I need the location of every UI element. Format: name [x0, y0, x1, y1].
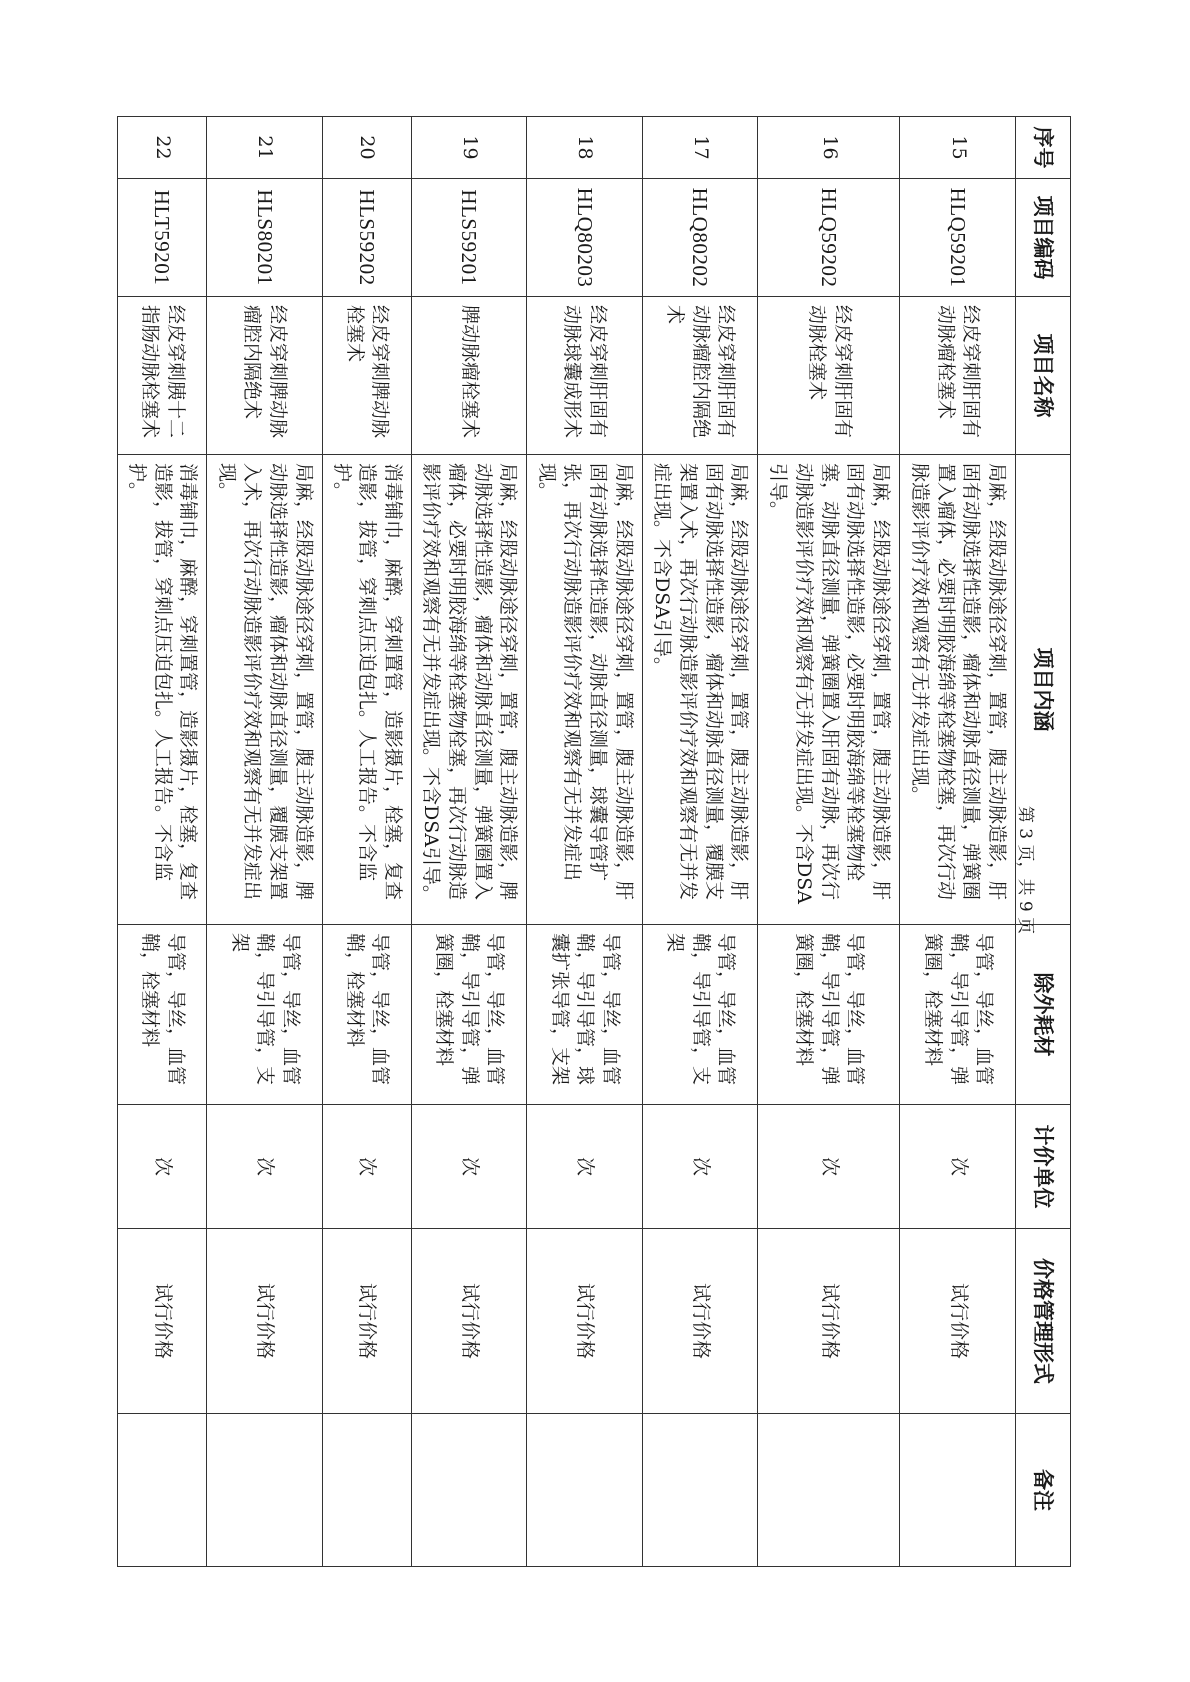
cell-exclusions: 导管，导丝，血管鞘，导引导管，支架 — [207, 925, 323, 1105]
cell-seq: 21 — [207, 117, 323, 179]
cell-price-form: 试行价格 — [118, 1229, 207, 1414]
cell-content: 局麻，经股动脉途径穿刺，置管，腹主动脉造影，肝固有动脉选择性造影，必要时明胶海绵等栓塞物栓塞，动脉直径测量，弹簧圈置入肝固有动脉，再次行动脉造影评价疗效和观察有无并发症出现。不含DSA引导。 — [758, 455, 900, 925]
table-row — [900, 117, 1016, 1567]
cell-price-form: 试行价格 — [322, 1229, 411, 1414]
cell-remark — [207, 1414, 323, 1567]
cell-name: 经皮穿刺肝固有动脉瘤栓塞术 — [900, 297, 1016, 455]
cell-code: HLS59202 — [322, 179, 411, 297]
table-row — [118, 117, 207, 1567]
cell-price-form: 试行价格 — [411, 1229, 527, 1414]
table-row — [527, 117, 643, 1567]
page-number: 第 3 页，共 9 页 — [1015, 805, 1035, 935]
cell-exclusions: 导管，导丝，血管鞘，栓塞材料 — [118, 925, 207, 1105]
cell-code: HLQ80203 — [527, 179, 643, 297]
header-code: 项目编码 — [1016, 179, 1071, 297]
cell-name: 脾动脉瘤栓塞术 — [411, 297, 527, 455]
cell-price-form: 试行价格 — [642, 1229, 758, 1414]
cell-seq: 19 — [411, 117, 527, 179]
table-row — [758, 117, 900, 1567]
cell-exclusions: 导管，导丝，血管鞘，导引导管，弹簧圈，栓塞材料 — [758, 925, 900, 1105]
cell-content: 局麻，经股动脉途径穿刺，置管，腹主动脉造影，肝固有动脉选择性造影，瘤体和动脉直径测量，弹簧圈置入瘤体，必要时明胶海绵等栓塞物栓塞，再次行动脉造影评价疗效和观察有无并发症出现。 — [900, 455, 1016, 925]
cell-seq: 15 — [900, 117, 1016, 179]
pricing-table — [117, 116, 1071, 1567]
cell-unit: 次 — [322, 1105, 411, 1229]
cell-name: 经皮穿刺胰十二指肠动脉栓塞术 — [118, 297, 207, 455]
cell-code: HLQ59201 — [900, 179, 1016, 297]
cell-unit: 次 — [411, 1105, 527, 1229]
cell-price-form: 试行价格 — [207, 1229, 323, 1414]
cell-content: 消毒铺巾，麻醉，穿刺置管，造影摄片，栓塞，复查造影，拔管，穿刺点压迫包扎。人工报告。不含监护。 — [322, 455, 411, 925]
cell-code: HLS59201 — [411, 179, 527, 297]
cell-remark — [758, 1414, 900, 1567]
cell-code: HLS80201 — [207, 179, 323, 297]
header-unit: 计价单位 — [1016, 1105, 1071, 1229]
cell-exclusions: 导管，导丝，血管鞘，导引导管，球囊扩张导管，支架 — [527, 925, 643, 1105]
table-row — [207, 117, 323, 1567]
cell-seq: 17 — [642, 117, 758, 179]
table-row — [411, 117, 527, 1567]
cell-code: HLT59201 — [118, 179, 207, 297]
cell-name: 经皮穿刺脾动脉栓塞术 — [322, 297, 411, 455]
cell-price-form: 试行价格 — [758, 1229, 900, 1414]
cell-seq: 20 — [322, 117, 411, 179]
cell-remark — [642, 1414, 758, 1567]
cell-seq: 16 — [758, 117, 900, 179]
cell-remark — [118, 1414, 207, 1567]
cell-content: 局麻，经股动脉途径穿刺，置管，腹主动脉造影，脾动脉选择性造影，瘤体和动脉直径测量，覆膜支架置入术，再次行动脉造影评价疗效和观察有无并发症出现。 — [207, 455, 323, 925]
cell-exclusions: 导管，导丝，血管鞘，导引导管，弹簧圈，栓塞材料 — [900, 925, 1016, 1105]
cell-price-form: 试行价格 — [900, 1229, 1016, 1414]
cell-unit: 次 — [900, 1105, 1016, 1229]
cell-unit: 次 — [527, 1105, 643, 1229]
cell-remark — [322, 1414, 411, 1567]
table-row — [322, 117, 411, 1567]
cell-seq: 22 — [118, 117, 207, 179]
cell-unit: 次 — [758, 1105, 900, 1229]
rotated-page-content — [117, 116, 1071, 1566]
header-content: 项目内涵 — [1016, 455, 1071, 925]
cell-content: 消毒铺巾，麻醉，穿刺置管，造影摄片，栓塞，复查造影，拔管，穿刺点压迫包扎。人工报告。不含监护。 — [118, 455, 207, 925]
header-remark: 备注 — [1016, 1414, 1071, 1567]
header-seq: 序号 — [1016, 117, 1071, 179]
header-exclusions: 除外耗材 — [1016, 925, 1071, 1105]
cell-exclusions: 导管，导丝，血管鞘，栓塞材料 — [322, 925, 411, 1105]
table-row — [642, 117, 758, 1567]
cell-content: 局麻，经股动脉途径穿刺，置管，腹主动脉造影，肝固有动脉选择性造影，动脉直径测量，球囊导管扩张，再次行动脉造影评价疗效和观察有无并发症出现。 — [527, 455, 643, 925]
cell-content: 局麻，经股动脉途径穿刺，置管，腹主动脉造影，肝固有动脉选择性造影，瘤体和动脉直径测量，覆膜支架置入术，再次行动脉造影评价疗效和观察有无并发症出现。不含DSA引导。 — [642, 455, 758, 925]
cell-exclusions: 导管，导丝，血管鞘，导引导管，支架 — [642, 925, 758, 1105]
cell-code: HLQ80202 — [642, 179, 758, 297]
header-price-form: 价格管理形式 — [1016, 1229, 1071, 1414]
cell-name: 经皮穿刺肝固有动脉栓塞术 — [758, 297, 900, 455]
cell-name: 经皮穿刺肝固有动脉球囊成形术 — [527, 297, 643, 455]
cell-unit: 次 — [207, 1105, 323, 1229]
cell-price-form: 试行价格 — [527, 1229, 643, 1414]
cell-unit: 次 — [118, 1105, 207, 1229]
cell-seq: 18 — [527, 117, 643, 179]
cell-name: 经皮穿刺肝固有动脉瘤腔内隔绝术 — [642, 297, 758, 455]
header-name: 项目名称 — [1016, 297, 1071, 455]
cell-unit: 次 — [642, 1105, 758, 1229]
cell-remark — [527, 1414, 643, 1567]
cell-remark — [411, 1414, 527, 1567]
cell-exclusions: 导管，导丝，血管鞘，导引导管，弹簧圈，栓塞材料 — [411, 925, 527, 1105]
cell-code: HLQ59202 — [758, 179, 900, 297]
cell-remark — [900, 1414, 1016, 1567]
cell-content: 局麻，经股动脉途径穿刺，置管，腹主动脉造影，脾动脉选择性造影，瘤体和动脉直径测量，弹簧圈置入瘤体，必要时明胶海绵等栓塞物栓塞，再次行动脉造影评价疗效和观察有无并发症出现。不含DSA引导。 — [411, 455, 527, 925]
cell-name: 经皮穿刺脾动脉瘤腔内隔绝术 — [207, 297, 323, 455]
